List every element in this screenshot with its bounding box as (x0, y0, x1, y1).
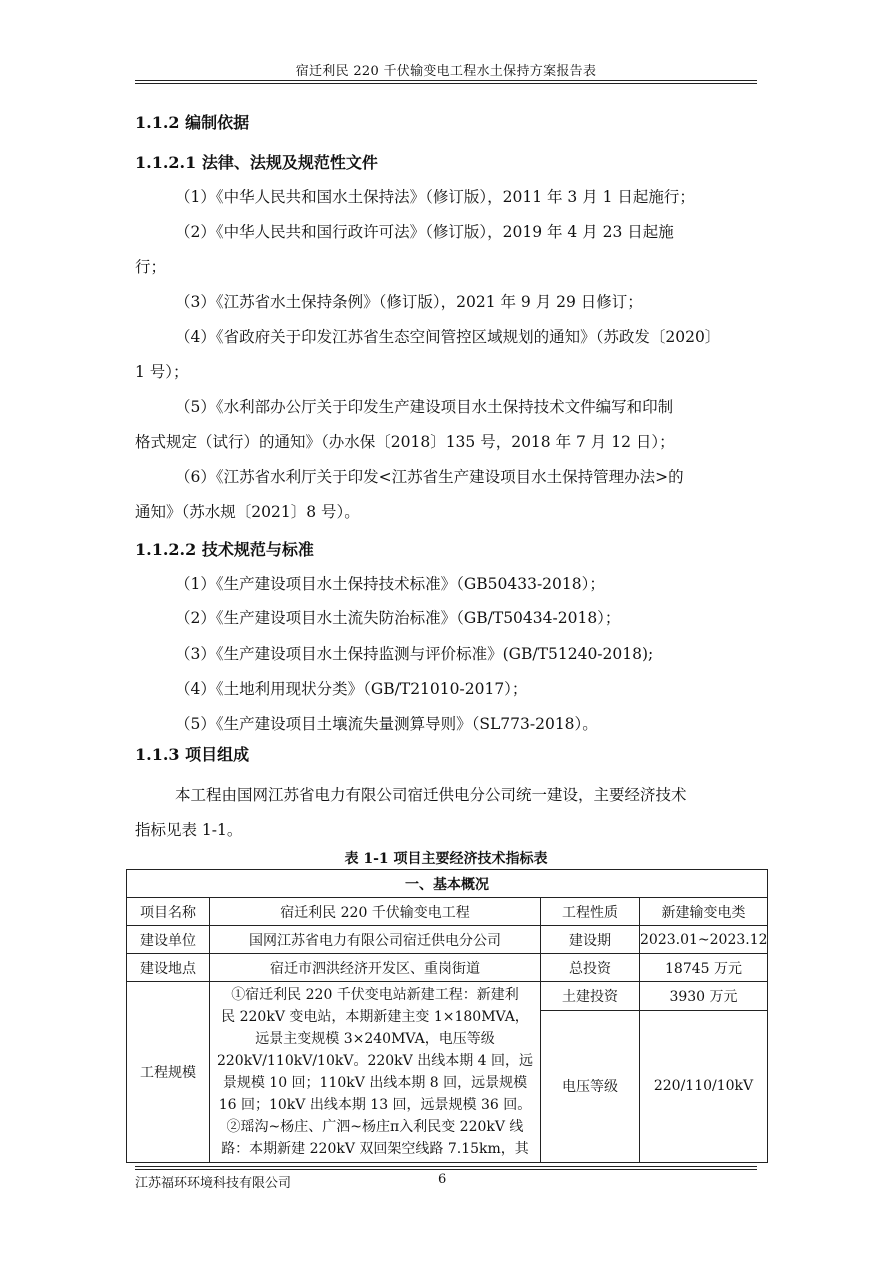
table-cell-value: 新建输变电类 (640, 898, 768, 926)
law-item-4-cont: 1 号）； (135, 363, 189, 381)
page-number: 6 (438, 1172, 447, 1187)
page-header: 宿迁利民 220 千伏输变电工程水土保持方案报告表 (295, 64, 597, 79)
table-cell-label: 项目名称 (127, 898, 210, 926)
standard-item-3: （3）《生产建设项目水土保持监测与评价标准》(GB/T51240-2018); (175, 645, 654, 663)
section-heading-1-1-2-1: 1.1.2.1 法律、法规及规范性文件 (135, 153, 378, 172)
section-heading-1-1-3: 1.1.3 项目组成 (135, 745, 250, 764)
table-section-row (127, 870, 768, 898)
indicator-table (126, 869, 768, 1163)
table-cell-value: 宿迁市泗洪经济开发区、重岗街道 (210, 954, 541, 982)
table-cell-label: 土建投资 (541, 982, 640, 1011)
table-cell-value: 国网江苏省电力有限公司宿迁供电分公司 (210, 926, 541, 954)
footer-rule (135, 1166, 757, 1170)
table-cell-label: 建设地点 (127, 954, 210, 982)
law-item-2-cont: 行； (135, 258, 167, 276)
table-cell-label: 工程规模 (127, 982, 210, 1163)
section-heading-1-1-2-2: 1.1.2.2 技术规范与标准 (135, 540, 314, 559)
table-cell-value: 宿迁利民 220 千伏输变电工程 (210, 898, 541, 926)
engineering-scale-cell (210, 982, 541, 1163)
scale-line: 16 回；10kV 出线本期 13 回，远景规模 36 回。 (218, 1097, 532, 1113)
table-row (127, 898, 768, 926)
standard-item-2: （2）《生产建设项目水土流失防治标准》（GB/T50434-2018）； (175, 609, 621, 627)
law-item-1: （1）《中华人民共和国水土保持法》（修订版），2011 年 3 月 1 日起施行； (175, 188, 695, 206)
table-cell-label: 工程性质 (541, 898, 640, 926)
law-item-4: （4）《省政府关于印发江苏省生态空间管控区域规划的通知》（苏政发〔2020〕 (175, 328, 721, 346)
table-row (127, 954, 768, 982)
scale-line: 民 220kV 变电站，本期新建主变 1×180MVA， (221, 1009, 529, 1025)
table-row (127, 926, 768, 954)
table-cell-value: 220/110/10kV (640, 1010, 768, 1162)
footer-company: 江苏福环环境科技有限公司 (135, 1176, 292, 1191)
table-cell-value: 3930 万元 (640, 982, 768, 1011)
scale-line: ①宿迁利民 220 千伏变电站新建工程：新建利 (231, 987, 519, 1003)
table-cell-label: 电压等级 (541, 1010, 640, 1162)
law-item-5: （5）《水利部办公厅关于印发生产建设项目水土保持技术文件编写和印制 (175, 398, 674, 416)
law-item-5-cont: 格式规定（试行）的通知》（办水保〔2018〕135 号，2018 年 7 月 12 日）； (135, 433, 675, 451)
scale-line: 220kV/110kV/10kV。220kV 出线本期 4 回，远 (216, 1053, 534, 1069)
standard-item-5: （5）《生产建设项目土壤流失量测算导则》（SL773-2018）。 (175, 715, 598, 733)
table-cell-label: 建设期 (541, 926, 640, 954)
table-caption: 表 1-1 项目主要经济技术指标表 (344, 851, 548, 867)
standard-item-4: （4）《土地利用现状分类》（GB/T21010-2017）； (175, 680, 528, 698)
section-heading-1-1-2: 1.1.2 编制依据 (135, 113, 250, 132)
table-cell-label: 总投资 (541, 954, 640, 982)
law-item-6: （6）《江苏省水利厅关于印发<江苏省生产建设项目水土保持管理办法>的 (175, 468, 684, 486)
scale-line: 路：本期新建 220kV 双回架空线路 7.15km，其 (221, 1141, 529, 1157)
standard-item-1: （1）《生产建设项目水土保持技术标准》（GB50433-2018）； (175, 575, 605, 593)
scale-line: 远景主变规模 3×240MVA，电压等级 (255, 1031, 495, 1047)
table-cell-value: 2023.01~2023.12 (640, 926, 768, 954)
table-cell-label: 建设单位 (127, 926, 210, 954)
project-paragraph-cont: 指标见表 1-1。 (135, 821, 243, 839)
table-section-title: 一、基本概况 (127, 870, 768, 898)
law-item-2: （2）《中华人民共和国行政许可法》（修订版），2019 年 4 月 23 日起施 (175, 223, 674, 241)
table-row (127, 982, 768, 1011)
scale-line: ②瑶沟~杨庄、广泗~杨庄π入利民变 220kV 线 (226, 1119, 524, 1135)
scale-line: 景规模 10 回；110kV 出线本期 8 回，远景规模 (222, 1075, 528, 1091)
law-item-3: （3）《江苏省水土保持条例》（修订版），2021 年 9 月 29 日修订； (175, 293, 643, 311)
header-rule (135, 80, 757, 84)
law-item-6-cont: 通知》（苏水规〔2021〕8 号）。 (135, 503, 360, 521)
project-paragraph: 本工程由国网江苏省电力有限公司宿迁供电分公司统一建设，主要经济技术 (175, 786, 687, 804)
table-cell-value: 18745 万元 (640, 954, 768, 982)
